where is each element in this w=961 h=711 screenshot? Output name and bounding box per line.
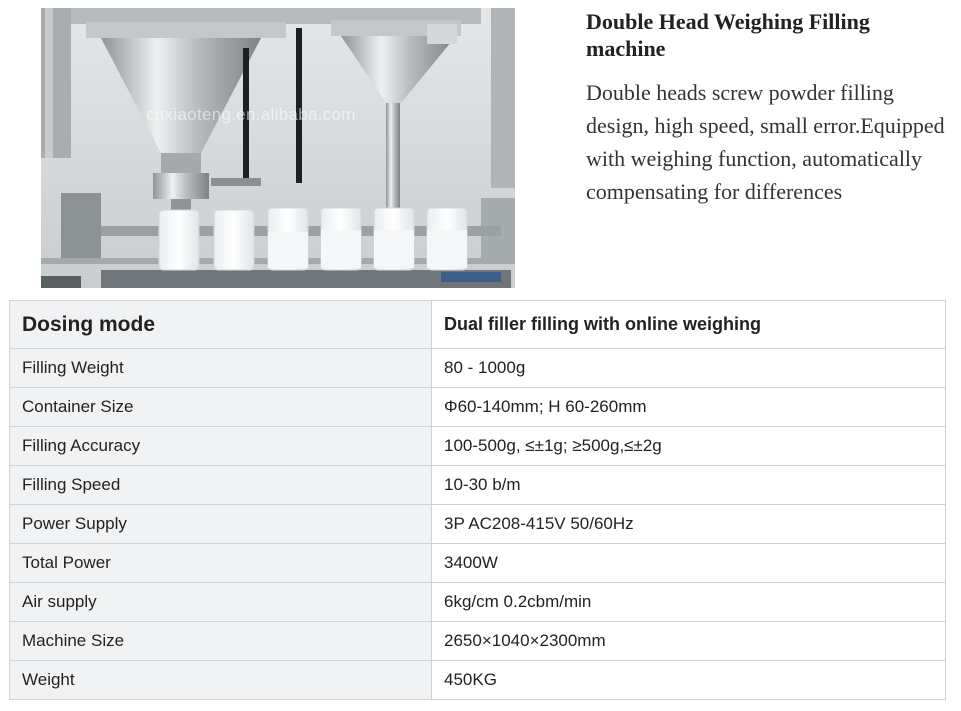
- spec-value: Φ60-140mm; H 60-260mm: [432, 388, 946, 427]
- table-row: [10, 466, 946, 505]
- spec-label: Machine Size: [10, 622, 432, 661]
- table-row: [10, 388, 946, 427]
- spec-header-label: Dosing mode: [10, 301, 432, 349]
- machine-photo: [41, 8, 515, 288]
- spec-value: 450KG: [432, 661, 946, 700]
- spec-value: 10-30 b/m: [432, 466, 946, 505]
- spec-value: 3P AC208-415V 50/60Hz: [432, 505, 946, 544]
- spec-value: 100-500g, ≤±1g; ≥500g,≤±2g: [432, 427, 946, 466]
- product-title: Double Head Weighing Filling machine: [586, 9, 870, 61]
- spec-value: 3400W: [432, 544, 946, 583]
- table-row: [10, 583, 946, 622]
- spec-label: Air supply: [10, 583, 432, 622]
- table-row: [10, 544, 946, 583]
- spec-label: Filling Weight: [10, 349, 432, 388]
- table-row: [10, 349, 946, 388]
- spec-label: Filling Accuracy: [10, 427, 432, 466]
- product-info: [586, 8, 946, 208]
- spec-header-value: Dual filler filling with online weighing: [432, 301, 946, 349]
- spec-label: Weight: [10, 661, 432, 700]
- table-row: [10, 505, 946, 544]
- watermark-text: cnxiaoteng.en.alibaba.com: [146, 105, 356, 124]
- spec-header-row: [10, 301, 946, 349]
- spec-label: Power Supply: [10, 505, 432, 544]
- table-row: [10, 427, 946, 466]
- spec-label: Total Power: [10, 544, 432, 583]
- spec-label: Container Size: [10, 388, 432, 427]
- spec-table: [9, 300, 946, 700]
- spec-value: 2650×1040×2300mm: [432, 622, 946, 661]
- table-row: [10, 622, 946, 661]
- spec-value: 6kg/cm 0.2cbm/min: [432, 583, 946, 622]
- spec-label: Filling Speed: [10, 466, 432, 505]
- table-row: [10, 661, 946, 700]
- spec-value: 80 - 1000g: [432, 349, 946, 388]
- product-description: Double heads screw powder filling design, high speed, small error.Equipped with weighing function, automatically compensating for differences: [586, 80, 945, 204]
